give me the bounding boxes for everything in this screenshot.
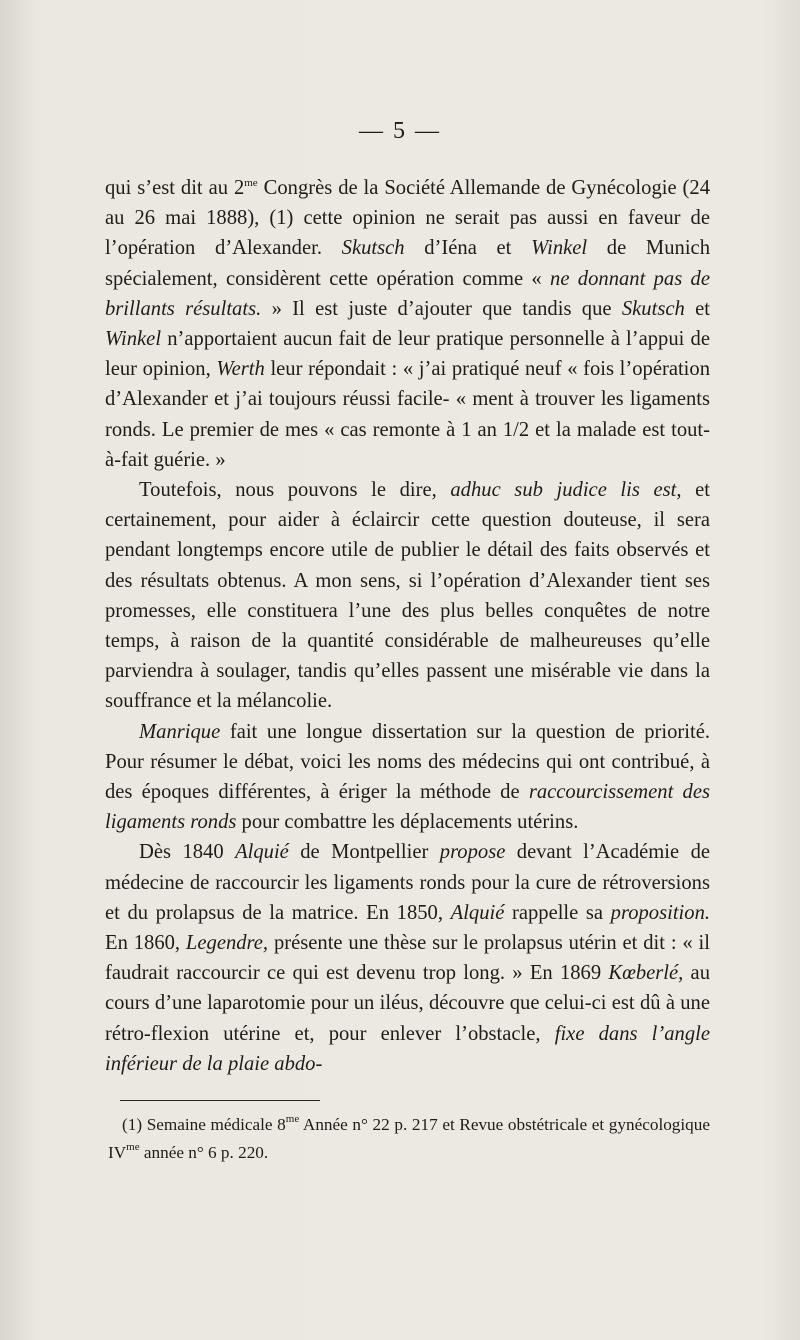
text-run: d’Iéna et [404, 237, 532, 260]
text-run: En 1860, [105, 932, 186, 955]
body-text [105, 168, 710, 1079]
footnote-mark: (1) [122, 1115, 143, 1134]
superscript: me [285, 1113, 300, 1125]
paragraph [105, 168, 710, 475]
italic-text: proposition. [610, 901, 711, 924]
text-run: leur répondait : « j’ai pratiqué neuf « fois l’opération d’Alexander et j’ai toujours réussi facile- « ment à trouver les ligaments ronds. Le premier de mes « cas remonte à 1 an 1/2 et la malade est tout-à-fait guérie. » [105, 358, 711, 471]
text-run: de Montpellier [288, 841, 440, 864]
text-run: Toutefois, nous pouvons le dire, [139, 479, 451, 502]
footnote-divider [120, 1100, 320, 1101]
text-run: » Il est juste d’ajouter que tandis que [261, 297, 622, 320]
text-run: pour combattre les déplacements utérins. [236, 811, 579, 834]
italic-text: propose [439, 841, 506, 864]
italic-text: fixe dans l’angle inférieur de la plaie abdo- [105, 1022, 711, 1075]
superscript: me [244, 177, 258, 189]
italic-text: Alquié [235, 841, 289, 864]
text-run: au cours d’une laparotomie pour un iléus, découvre que celui-ci est dû à une rétro-flexion utérine et, pour enlever l’obstacle, [105, 962, 710, 1045]
italic-text: adhuc sub judice lis est [450, 479, 677, 502]
text-run: devant l’Académie de médecine de raccourcir les ligaments ronds pour la cure de rétroversions et du prolapsus de la matrice. En 1850, [105, 841, 711, 924]
text-run: Congrès de la Société Allemande de Gynécologie (24 au 26 mai 1888), (1) cette opinion ne serait pas aussi en faveur de l’opération d’Alexander. [105, 177, 710, 260]
text-run: Dès 1840 [139, 841, 236, 864]
footnote [108, 1108, 710, 1164]
italic-text: ne donnant pas de brillants résultats. [105, 267, 710, 320]
text-run: de Munich spécialement, considèrent cette opération comme « [105, 237, 710, 290]
text-run: fait une longue dissertation sur la question de priorité. Pour résumer le débat, voici les noms des médecins qui ont contribué, à des époques différentes, à ériger la méthode de [105, 720, 710, 804]
text-run: présente une thèse sur le prolapsus utérin et dit : « il faudrait raccourcir ce qui est devenu trop long. » En 1869 [105, 932, 710, 985]
italic-text: Alquié [450, 901, 505, 924]
italic-text: Manrique [139, 720, 221, 743]
italic-text: Legendre, [185, 932, 269, 955]
paragraph [105, 475, 710, 717]
text-run: qui s’est dit au 2 [105, 177, 245, 199]
paragraph [105, 837, 710, 1079]
text-run: , et certainement, pour aider à éclaircir cette question douteuse, il sera pendant longtemps encore utile de publier le détail des faits observés et des résultats obtenus. A mon sens, si l’opération d’Alexander tient ses promesses, elle constituera l’une des plus belles conquêtes de notre temps, à raison de la quantité considérable de malheureuses qu’elle parviendra à soulager, tandis qu’elles passent une misérable vie dans la souffrance et la mélancolie. [105, 479, 710, 713]
italic-text: Skutsch [341, 237, 405, 260]
italic-text: Winkel [531, 237, 588, 260]
paragraph [105, 717, 710, 838]
text-run: n’apportaient aucun fait de leur pratique personnelle à l’appui de leur opinion, [105, 328, 710, 381]
italic-text: Skutsch [621, 297, 685, 320]
text-run: Semaine médicale 8 [142, 1115, 286, 1134]
superscript: me [126, 1141, 140, 1153]
text-run: Année n° 22 p. 217 et Revue obstétricale et gynécologique IV [108, 1115, 710, 1162]
text-run: année n° 6 p. 220. [139, 1143, 269, 1162]
page-number: — 5 — [359, 118, 441, 144]
italic-text: Kœberlé, [608, 962, 684, 985]
footnote-text [108, 1115, 710, 1162]
italic-text: Werth [216, 358, 265, 381]
text-run: rappelle sa [504, 901, 611, 924]
italic-text: raccourcissement des ligaments ronds [105, 781, 710, 834]
italic-text: Winkel [105, 328, 162, 351]
text-run: et [684, 297, 710, 320]
